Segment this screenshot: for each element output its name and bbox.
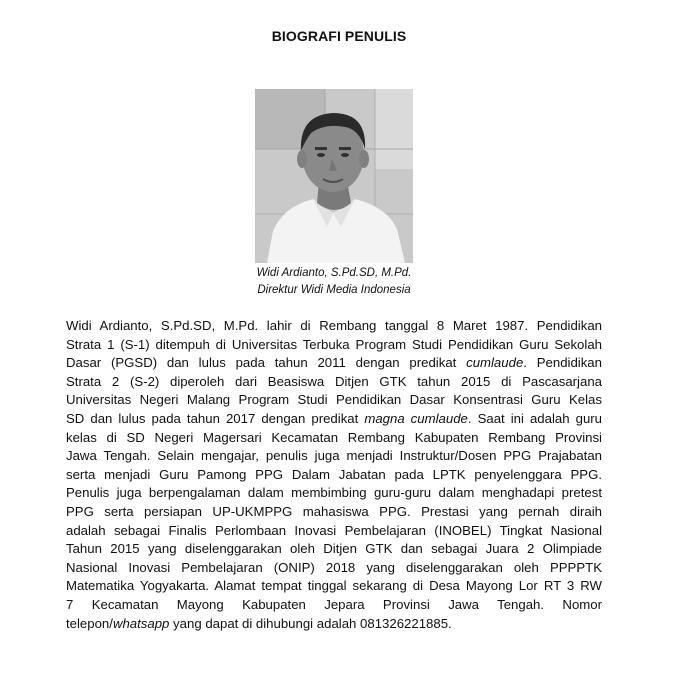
bio-line: Penulis juga berpengalaman dalam membimbing guru-guru dalam menghadapi pretest <box>66 485 602 501</box>
biography-text <box>66 317 602 633</box>
italic-term: cumlaude <box>466 355 524 371</box>
bio-line: telepon/whatsapp yang dapat di dihubungi adalah 081326221885. <box>66 615 452 631</box>
italic-term: magna cumlaude <box>364 410 468 426</box>
caption-author-name: Widi Ardianto, S.Pd.SD, M.Pd. <box>256 267 412 279</box>
italic-term: whatsapp <box>112 615 170 631</box>
bio-line: adalah sebagai Finalis Perlombaan Inovasi Pembelajaran (INOBEL) Tingkat Nasional <box>66 522 602 538</box>
bio-line: Widi Ardianto, S.Pd.SD, M.Pd. lahir di Rembang tanggal 8 Maret 1987. Pendidikan <box>66 318 602 333</box>
bio-line: Strata 1 (S-1) ditempuh di Universitas Terbuka Program Studi Pendidikan Guru Sekolah <box>66 336 602 352</box>
bio-line: kelas di SD Negeri Magersari Kecamatan Rembang Kabupaten Rembang Provinsi <box>66 429 602 445</box>
caption-author-role: Direktur Widi Media Indonesia <box>257 284 411 296</box>
bio-line: Nasional Inovasi Pembelajaran (ONIP) 2018 yang diselenggarakan oleh PPPPTK <box>66 559 602 575</box>
bio-line: Matematika Yogyakarta. Alamat tempat tinggal sekarang di Desa Mayong Lor RT 3 RW <box>66 578 602 594</box>
bio-line: Tahun 2015 yang diselenggarakan oleh Ditjen GTK dan sebagai Juara 2 Olimpiade <box>66 541 602 557</box>
page-title: BIOGRAFI PENULIS <box>271 28 407 44</box>
bio-line: Strata 2 (S-2) diperoleh dari Beasiswa Ditjen GTK tahun 2015 di Pascasarjana <box>66 373 602 389</box>
author-photo <box>255 89 413 263</box>
bio-line: Jawa Tengah. Selain mengajar, penulis juga menjadi Instruktur/Dosen PPG Prajabatan <box>66 448 602 464</box>
bio-line: SD dan lulus pada tahun 2017 dengan predikat magna cumlaude. Saat ini adalah guru <box>66 410 602 426</box>
bio-line: Dasar (PGSD) dan lulus pada tahun 2011 dengan predikat cumlaude. Pendidikan <box>66 355 602 371</box>
bio-line: serta menjadi Guru Pamong PPG Dalam Jabatan pada LPTK penyelenggara PPG. <box>66 466 602 482</box>
photo-caption <box>0 265 668 299</box>
bio-line: Universitas Negeri Malang Program Studi Pendidikan Dasar Konsentrasi Guru Kelas <box>66 392 602 408</box>
bio-line: 7 Kecamatan Mayong Kabupaten Jepara Provinsi Jawa Tengah. Nomor <box>66 596 602 612</box>
bio-line: PPG serta persiapan UP-UKMPPG mahasiswa PPG. Prestasi yang pernah diraih <box>66 503 602 519</box>
